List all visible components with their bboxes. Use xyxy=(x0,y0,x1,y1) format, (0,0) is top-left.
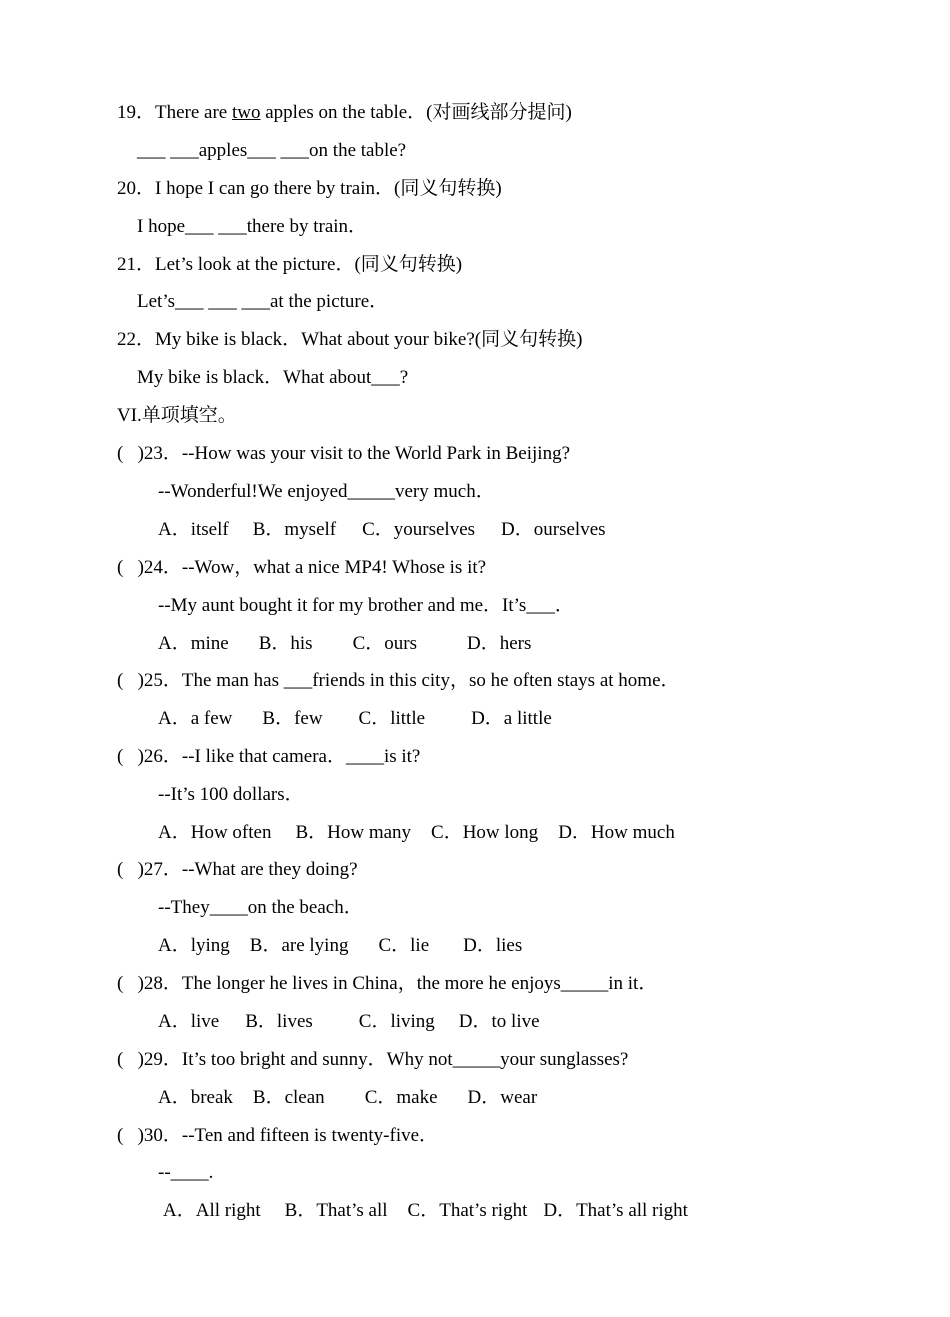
question-23-option-c: C．yourselves xyxy=(362,519,476,540)
question-30-option-a: A．All right xyxy=(163,1200,261,1221)
question-26-option-d: D．How much xyxy=(558,822,675,843)
question-19-underlined-word: two xyxy=(232,102,261,123)
question-27-stem: ( )27．--What are they doing? xyxy=(117,859,358,880)
question-24-option-b: B．his xyxy=(258,633,313,654)
question-25-option-c: C．little xyxy=(358,708,426,729)
question-27-option-b: B．are lying xyxy=(249,935,349,956)
question-30-line2: --____. xyxy=(158,1162,214,1183)
question-24-option-d: D．hers xyxy=(466,633,532,654)
question-24-options xyxy=(158,632,531,656)
question-28-option-a: A．live xyxy=(158,1011,220,1032)
question-30-stem: ( )30．--Ten and fifteen is twenty-five． xyxy=(117,1125,439,1146)
question-28-option-c: C．living xyxy=(358,1011,435,1032)
question-21-answer-line: Let’s___ ___ ___at the picture． xyxy=(137,291,389,312)
question-27-options xyxy=(158,934,522,958)
question-22-answer-line: My bike is black．What about___? xyxy=(137,367,409,388)
question-29-option-c: C．make xyxy=(364,1087,438,1108)
question-23-line2: --Wonderful!We enjoyed_____very much． xyxy=(158,481,495,502)
question-20-answer-line: I hope___ ___there by train． xyxy=(137,216,368,237)
question-22: 22．My bike is black．What about your bike?(同义句转换) xyxy=(117,329,583,350)
question-28-option-d: D．to live xyxy=(458,1011,540,1032)
question-23-option-d: D．ourselves xyxy=(501,519,606,540)
question-19-answer-line: ___ ___apples___ ___on the table? xyxy=(137,140,407,161)
question-25-option-d: D．a little xyxy=(471,708,552,729)
question-25-stem: ( )25．The man has ___friends in this city，so he often stays at home． xyxy=(117,670,680,691)
question-28-options xyxy=(158,1010,540,1034)
question-27-option-d: D．lies xyxy=(463,935,523,956)
question-21: 21．Let’s look at the picture．(同义句转换) xyxy=(117,254,463,275)
question-26-options xyxy=(158,821,675,845)
question-24-line2: --My aunt bought it for my brother and me．It’s___． xyxy=(158,595,574,616)
question-30-option-b: B．That’s all xyxy=(284,1200,388,1221)
question-30-options xyxy=(163,1199,688,1223)
question-25-option-b: B．few xyxy=(262,708,323,729)
question-26-option-c: C．How long xyxy=(431,822,539,843)
section-vi-heading: VI.单项填空。 xyxy=(117,405,237,426)
question-19 xyxy=(117,101,572,125)
question-20: 20．I hope I can go there by train．(同义句转换) xyxy=(117,178,502,199)
question-25-option-a: A．a few xyxy=(158,708,233,729)
question-29-stem: ( )29．It’s too bright and sunny．Why not_____your sunglasses? xyxy=(117,1049,629,1070)
question-24-stem: ( )24．--Wow，what a nice MP4! Whose is it? xyxy=(117,557,487,578)
question-27-line2: --They____on the beach． xyxy=(158,897,363,918)
question-23-option-b: B．myself xyxy=(252,519,337,540)
question-26-line2: --It’s 100 dollars． xyxy=(158,784,304,805)
question-25-options xyxy=(158,707,552,731)
question-26-stem: ( )26．--I like that camera．____is it? xyxy=(117,746,421,767)
question-26-option-b: B．How many xyxy=(295,822,412,843)
question-26-option-a: A．How often xyxy=(158,822,272,843)
question-27-option-c: C．lie xyxy=(378,935,430,956)
question-29-option-a: A．break xyxy=(158,1087,233,1108)
question-19-text-pre: 19．There are xyxy=(117,102,232,123)
question-27-option-a: A．lying xyxy=(158,935,230,956)
question-30-option-d: D．That’s all right xyxy=(543,1200,688,1221)
question-24-option-a: A．mine xyxy=(158,633,229,654)
question-23-options xyxy=(158,518,606,542)
question-19-text-post: apples on the table．(对画线部分提问) xyxy=(260,102,572,123)
question-24-option-c: C．ours xyxy=(352,633,417,654)
question-30-option-c: C．That’s right xyxy=(407,1200,528,1221)
question-29-option-d: D．wear xyxy=(467,1087,538,1108)
question-28-option-b: B．lives xyxy=(245,1011,313,1032)
question-29-options xyxy=(158,1086,537,1110)
question-29-option-b: B．clean xyxy=(252,1087,325,1108)
question-23-option-a: A．itself xyxy=(158,519,229,540)
question-28-stem: ( )28．The longer he lives in China，the more he enjoys_____in it． xyxy=(117,973,658,994)
question-23-stem: ( )23．--How was your visit to the World Park in Beijing? xyxy=(117,443,571,464)
